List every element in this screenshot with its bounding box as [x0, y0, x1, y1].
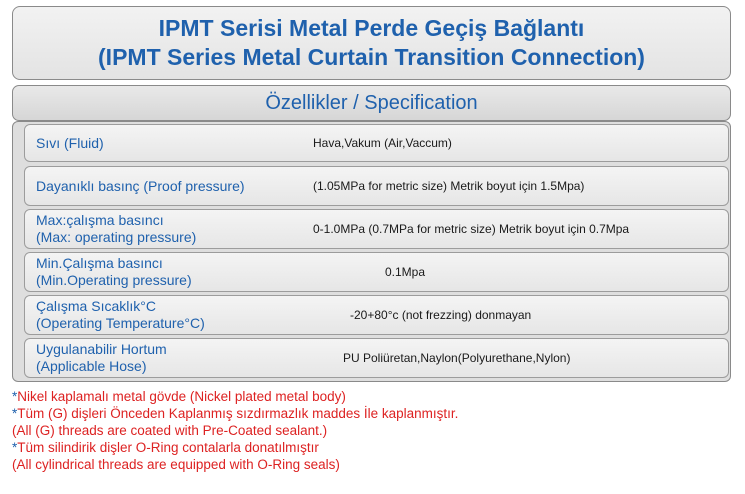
note-item [12, 405, 732, 422]
spec-label [36, 296, 298, 334]
note-bullet: * [12, 406, 18, 421]
specification-header-label: Özellikler / Specification [265, 91, 478, 114]
spec-value: (1.05MPa for metric size) Metrik boyut için 1.5Mpa) [313, 178, 585, 193]
spec-row-applicable-hose [24, 338, 729, 378]
spec-label-line: Min.Çalışma basıncı [36, 255, 163, 271]
note-bullet: * [12, 440, 18, 455]
spec-label [36, 167, 298, 205]
spec-label-line: (Min.Operating pressure) [36, 272, 192, 288]
spec-label-line: Dayanıklı basınç (Proof pressure) [36, 177, 245, 194]
spec-label-line: Max:çalışma basıncı [36, 212, 164, 228]
note-item [12, 439, 732, 456]
note-text: Tüm silindirik dişler O-Ring contalarla donatılmıştır [17, 440, 319, 455]
spec-label [36, 125, 298, 161]
spec-row-min-operating-pressure [24, 252, 729, 292]
spec-label-line: Çalışma Sıcaklık°C [36, 298, 156, 314]
note-item [12, 456, 732, 473]
note-bullet: * [12, 389, 18, 404]
spec-label [36, 210, 298, 248]
spec-row-operating-temperature [24, 295, 729, 335]
spec-row-proof-pressure [24, 166, 729, 206]
spec-value: Hava,Vakum (Air,Vaccum) [313, 135, 452, 150]
title-english: (IPMT Series Metal Curtain Transition Connection) [98, 44, 645, 70]
note-text: Tüm (G) dişleri Önceden Kaplanmış sızdırmazlık maddes İle kaplanmıştır. [17, 406, 459, 421]
spec-label-line: (Operating Temperature°C) [36, 315, 205, 331]
spec-row-max-operating-pressure [24, 209, 729, 249]
title-banner [12, 6, 731, 80]
specification-header [12, 85, 731, 121]
note-item [12, 388, 732, 405]
spec-value: 0.1Mpa [385, 264, 426, 279]
title-turkish: IPMT Serisi Metal Perde Geçiş Bağlantı [158, 15, 585, 41]
spec-value: PU Poliüretan,Naylon(Polyurethane,Nylon) [343, 350, 571, 365]
note-text: (All (G) threads are coated with Pre-Coated sealant.) [12, 423, 328, 438]
spec-label-line: Sıvı (Fluid) [36, 134, 104, 151]
spec-row-fluid [24, 124, 729, 162]
feature-notes [12, 388, 732, 473]
spec-label-line: Uygulanabilir Hortum [36, 341, 167, 357]
spec-value: 0-1.0MPa (0.7MPa for metric size) Metrik boyut için 0.7Mpa [313, 221, 630, 236]
spec-label-line: (Max: operating pressure) [36, 229, 197, 245]
spec-label [36, 253, 298, 291]
note-text: Nikel kaplamalı metal gövde (Nickel plated metal body) [17, 389, 346, 404]
specification-table [12, 121, 731, 382]
spec-value: -20+80°c (not frezzing) donmayan [350, 307, 532, 322]
spec-label [36, 339, 298, 377]
spec-label-line: (Applicable Hose) [36, 358, 147, 374]
note-item [12, 422, 732, 439]
note-text: (All cylindrical threads are equipped with O-Ring seals) [12, 457, 340, 472]
